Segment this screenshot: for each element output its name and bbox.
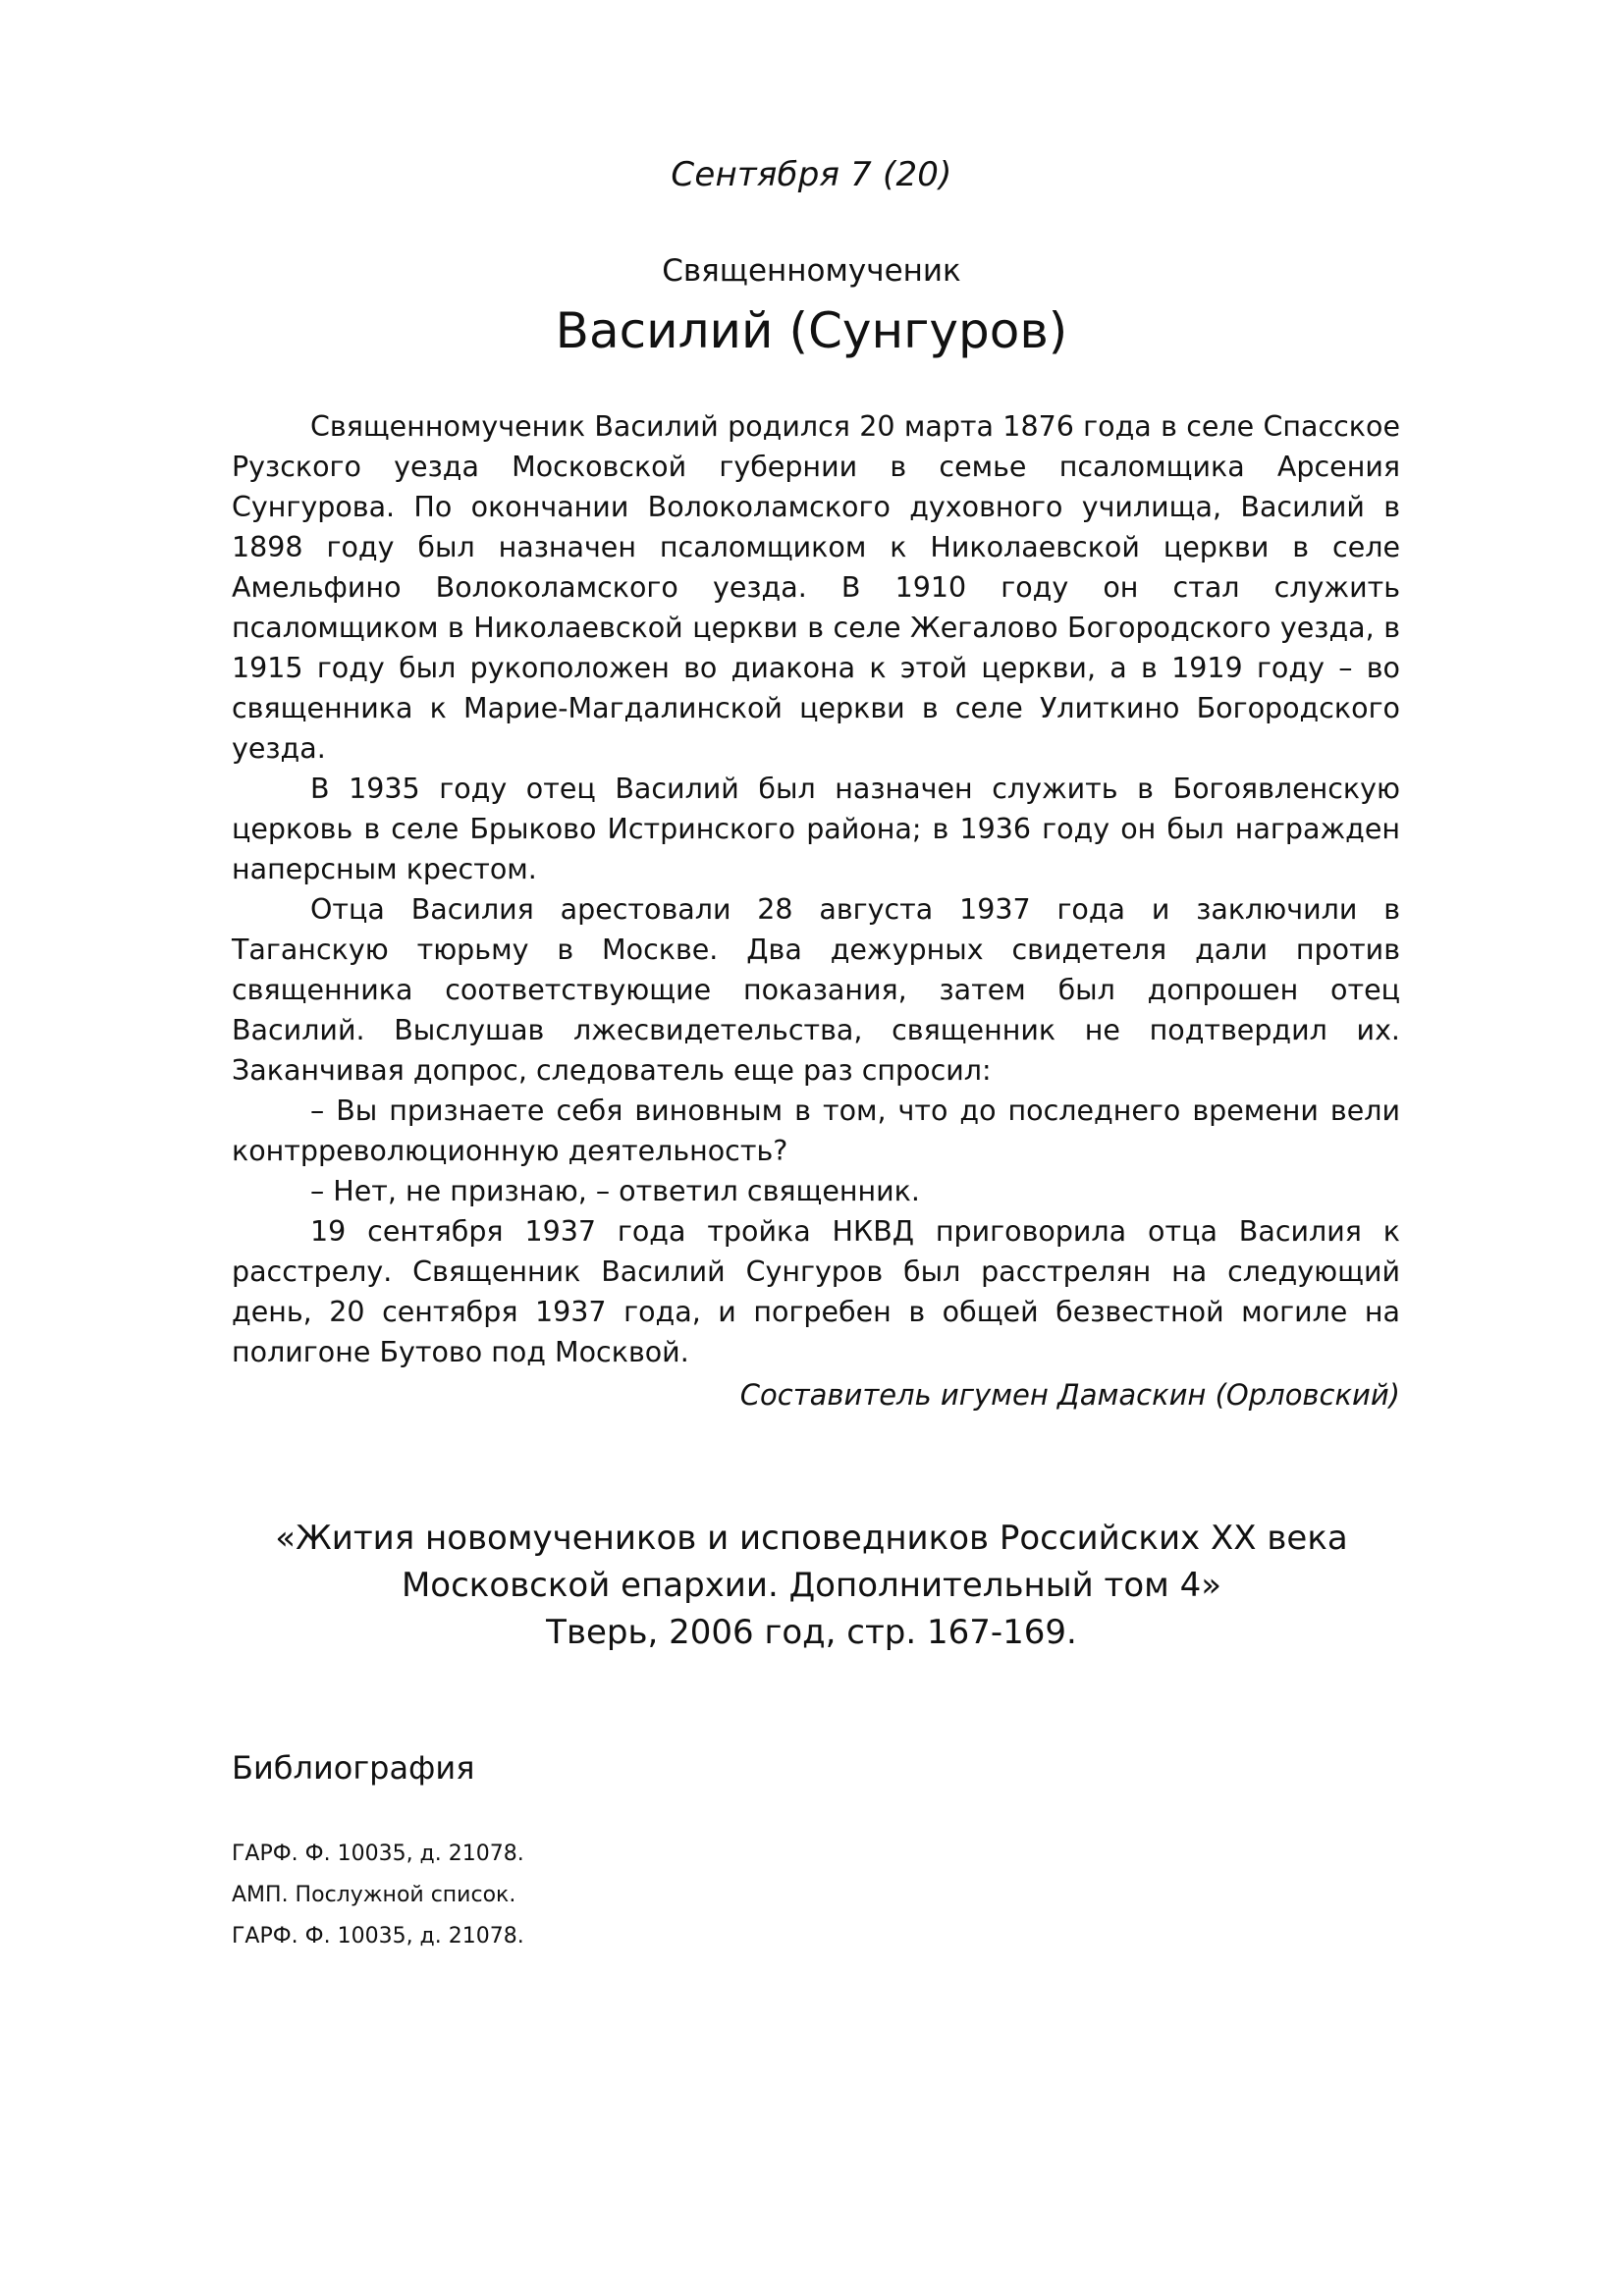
paragraph: – Вы признаете себя виновным в том, что до последнего времени вели контрреволюционную деятельность? xyxy=(232,1095,1400,1167)
feast-date: Сентября 7 (20) xyxy=(671,155,952,194)
paragraph: Отца Василия арестовали 28 августа 1937 года и заключили в Таганскую тюрьму в Москве. Два дежурных свидетеля дали против священника соответствующие показания, затем был допрошен отец Василий. Выслушав лжесвидетельства, священник не подтвердил их. Заканчивая допрос, следователь еще раз спросил: xyxy=(232,893,1400,1087)
paragraph: В 1935 году отец Василий был назначен служить в Богоявленскую церковь в селе Брыково Истринского района; в 1936 году он был награжден наперсным крестом. xyxy=(232,773,1400,885)
saint-rank: Священномученик xyxy=(662,253,961,289)
compiler-signature: Составитель игумен Дамаскин (Орловский) xyxy=(739,1378,1400,1412)
source-line: Тверь, 2006 год, стр. 167-169. xyxy=(546,1613,1077,1652)
source-line: «Жития новомучеников и исповедников Российских ХХ века xyxy=(275,1519,1348,1558)
saint-name: Василий (Сунгуров) xyxy=(555,302,1068,359)
bibliography-item: АМП. Послужной список. xyxy=(232,1883,516,1907)
biography-text xyxy=(232,406,1400,1372)
bibliography-list xyxy=(232,1834,524,1957)
bibliography-heading: Библиография xyxy=(232,1749,475,1787)
bibliography-item: ГАРФ. Ф. 10035, д. 21078. xyxy=(232,1842,524,1866)
source-citation xyxy=(0,1515,1623,1656)
paragraph: – Нет, не признаю, – ответил священник. xyxy=(310,1175,920,1207)
paragraph: 19 сентября 1937 года тройка НКВД приговорила отца Василия к расстрелу. Священник Василий Сунгуров был расстрелян на следующий день, 20 сентября 1937 года, и погребен в общей безвестной могиле на полигоне Бутово под Москвой. xyxy=(232,1215,1400,1368)
paragraph: Священномученик Василий родился 20 марта 1876 года в селе Спасское Рузского уезда Московской губернии в семье псаломщика Арсения Сунгурова. По окончании Волоколамского духовного училища, Василий в 1898 году был назначен псаломщиком к Николаевской церкви в селе Амельфино Волоколамского уезда. В 1910 году он стал служить псаломщиком в Николаевской церкви в селе Жегалово Богородского уезда, в 1915 году был рукоположен во диакона к этой церкви, а в 1919 году – во священника к Марие-Магдалинской церкви в селе Улиткино Богородского уезда. xyxy=(232,410,1400,765)
source-line: Московской епархии. Дополнительный том 4» xyxy=(401,1566,1222,1605)
bibliography-item: ГАРФ. Ф. 10035, д. 21078. xyxy=(232,1924,524,1949)
